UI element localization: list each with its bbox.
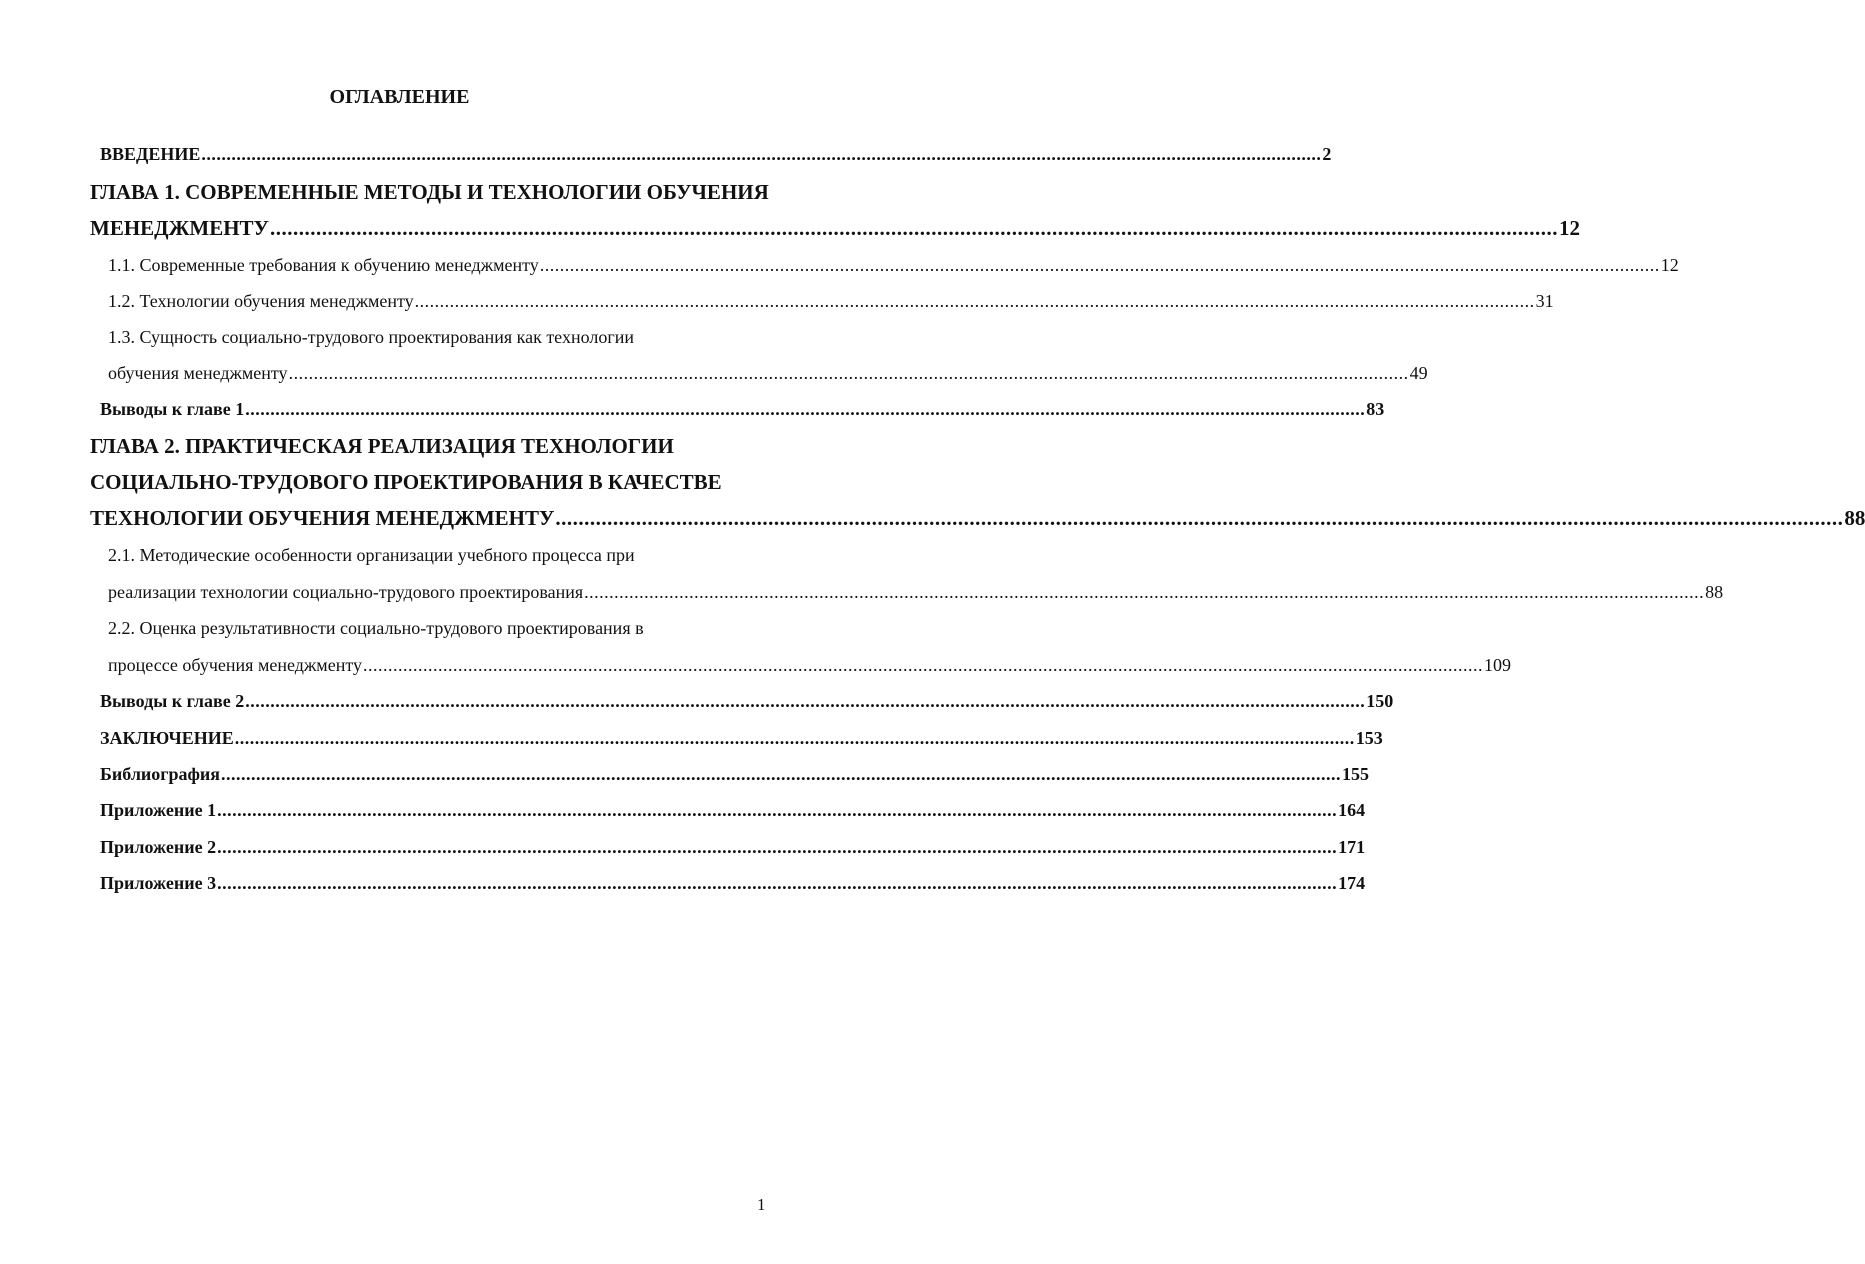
dot-leader: ................................................................................................................................................................................................................................ <box>288 363 1409 383</box>
toc-entry-label: Выводы к главе 1 <box>100 399 245 419</box>
toc-entry-1-3[interactable] <box>108 363 1428 384</box>
toc-entry-page: 109 <box>1483 655 1511 675</box>
page-number: 1 <box>757 1195 766 1214</box>
toc-entry-label: 1.2. Технологии обучения менеджменту <box>108 291 414 311</box>
dot-leader: ................................................................................................................................................................................................................................ <box>217 873 1338 893</box>
dot-leader: ................................................................................................................................................................................................................................ <box>245 399 1366 419</box>
toc-entry-label: ЗАКЛЮЧЕНИЕ <box>100 728 234 748</box>
toc-2-2-title-line: 2.2. Оценка результативности социально-трудового проектирования в <box>108 618 644 638</box>
toc-chapter-2-title-line: СОЦИАЛЬНО-ТРУДОВОГО ПРОЕКТИРОВАНИЯ В КАЧЕСТВЕ <box>90 470 722 494</box>
toc-entry-bibliography[interactable] <box>100 764 1370 785</box>
dot-leader: ................................................................................................................................................................................................................................ <box>269 216 1558 240</box>
toc-entry-page: 83 <box>1366 399 1385 419</box>
dot-leader: ................................................................................................................................................................................................................................ <box>245 691 1366 711</box>
toc-entry-conclusion[interactable] <box>100 728 1383 749</box>
dot-leader: ................................................................................................................................................................................................................................ <box>234 728 1355 748</box>
toc-entry-page: 31 <box>1535 291 1554 311</box>
toc-entry-label: процессе обучения менеджменту <box>108 655 362 675</box>
toc-entry-label: Приложение 1 <box>100 800 217 820</box>
dot-leader: ................................................................................................................................................................................................................................ <box>217 837 1338 857</box>
toc-entry-introduction[interactable] <box>100 144 1332 165</box>
dot-leader: ................................................................................................................................................................................................................................ <box>539 255 1660 275</box>
toc-entry-1-2[interactable] <box>108 291 1554 312</box>
toc-entry-chapter-1[interactable] <box>90 216 1580 241</box>
dot-leader: ................................................................................................................................................................................................................................ <box>221 764 1342 784</box>
toc-entry-label: МЕНЕДЖМЕНТУ <box>90 216 269 240</box>
toc-entry-chapter-2[interactable] <box>90 506 1865 531</box>
toc-entry-label: обучения менеджменту <box>108 363 288 383</box>
toc-entry-page: 88 <box>1844 506 1865 530</box>
toc-chapter-1-title-line: ГЛАВА 1. СОВРЕМЕННЫЕ МЕТОДЫ И ТЕХНОЛОГИИ ОБУЧЕНИЯ <box>90 180 769 204</box>
dot-leader: ................................................................................................................................................................................................................................ <box>362 655 1483 675</box>
toc-entry-page: 12 <box>1558 216 1580 240</box>
toc-entry-page: 12 <box>1660 255 1679 275</box>
toc-entry-2-1[interactable] <box>108 582 1724 603</box>
toc-entry-label: Приложение 2 <box>100 837 217 857</box>
toc-entry-page: 150 <box>1366 691 1394 711</box>
toc-entry-label: 1.1. Современные требования к обучению менеджменту <box>108 255 539 275</box>
toc-entry-label: ВВЕДЕНИЕ <box>100 144 201 164</box>
toc-entry-label: Выводы к главе 2 <box>100 691 245 711</box>
dot-leader: ................................................................................................................................................................................................................................ <box>584 582 1705 602</box>
toc-entry-page: 171 <box>1338 837 1366 857</box>
toc-entry-conclusions-1[interactable] <box>100 399 1385 420</box>
page-title: ОГЛАВЛЕНИЕ <box>329 86 470 108</box>
dot-leader: ................................................................................................................................................................................................................................ <box>414 291 1535 311</box>
toc-entry-label: Библиография <box>100 764 221 784</box>
toc-1-3-title-line: 1.3. Сущность социально-трудового проектирования как технологии <box>108 327 634 347</box>
toc-chapter-2-title-line: ГЛАВА 2. ПРАКТИЧЕСКАЯ РЕАЛИЗАЦИЯ ТЕХНОЛОГИИ <box>90 434 674 458</box>
toc-entry-page: 153 <box>1355 728 1383 748</box>
dot-leader: ................................................................................................................................................................................................................................ <box>217 800 1338 820</box>
dot-leader: ................................................................................................................................................................................................................................ <box>555 506 1844 530</box>
toc-2-1-title-line: 2.1. Методические особенности организации учебного процесса при <box>108 545 635 565</box>
toc-entry-page: 174 <box>1338 873 1366 893</box>
toc-entry-conclusions-2[interactable] <box>100 691 1394 712</box>
toc-entry-2-2[interactable] <box>108 655 1511 676</box>
toc-entry-label: реализации технологии социально-трудового проектирования <box>108 582 584 602</box>
toc-entry-page: 164 <box>1338 800 1366 820</box>
toc-entry-appendix-2[interactable] <box>100 837 1366 858</box>
toc-entry-page: 88 <box>1705 582 1724 602</box>
toc-entry-page: 155 <box>1342 764 1370 784</box>
toc-entry-page: 49 <box>1409 363 1428 383</box>
dot-leader: ................................................................................................................................................................................................................................ <box>201 144 1322 164</box>
toc-entry-1-1[interactable] <box>108 255 1679 276</box>
toc-entry-label: ТЕХНОЛОГИИ ОБУЧЕНИЯ МЕНЕДЖМЕНТУ <box>90 506 555 530</box>
toc-entry-appendix-3[interactable] <box>100 873 1366 894</box>
toc-entry-label: Приложение 3 <box>100 873 217 893</box>
toc-entry-appendix-1[interactable] <box>100 800 1366 821</box>
toc-entry-page: 2 <box>1322 144 1332 164</box>
